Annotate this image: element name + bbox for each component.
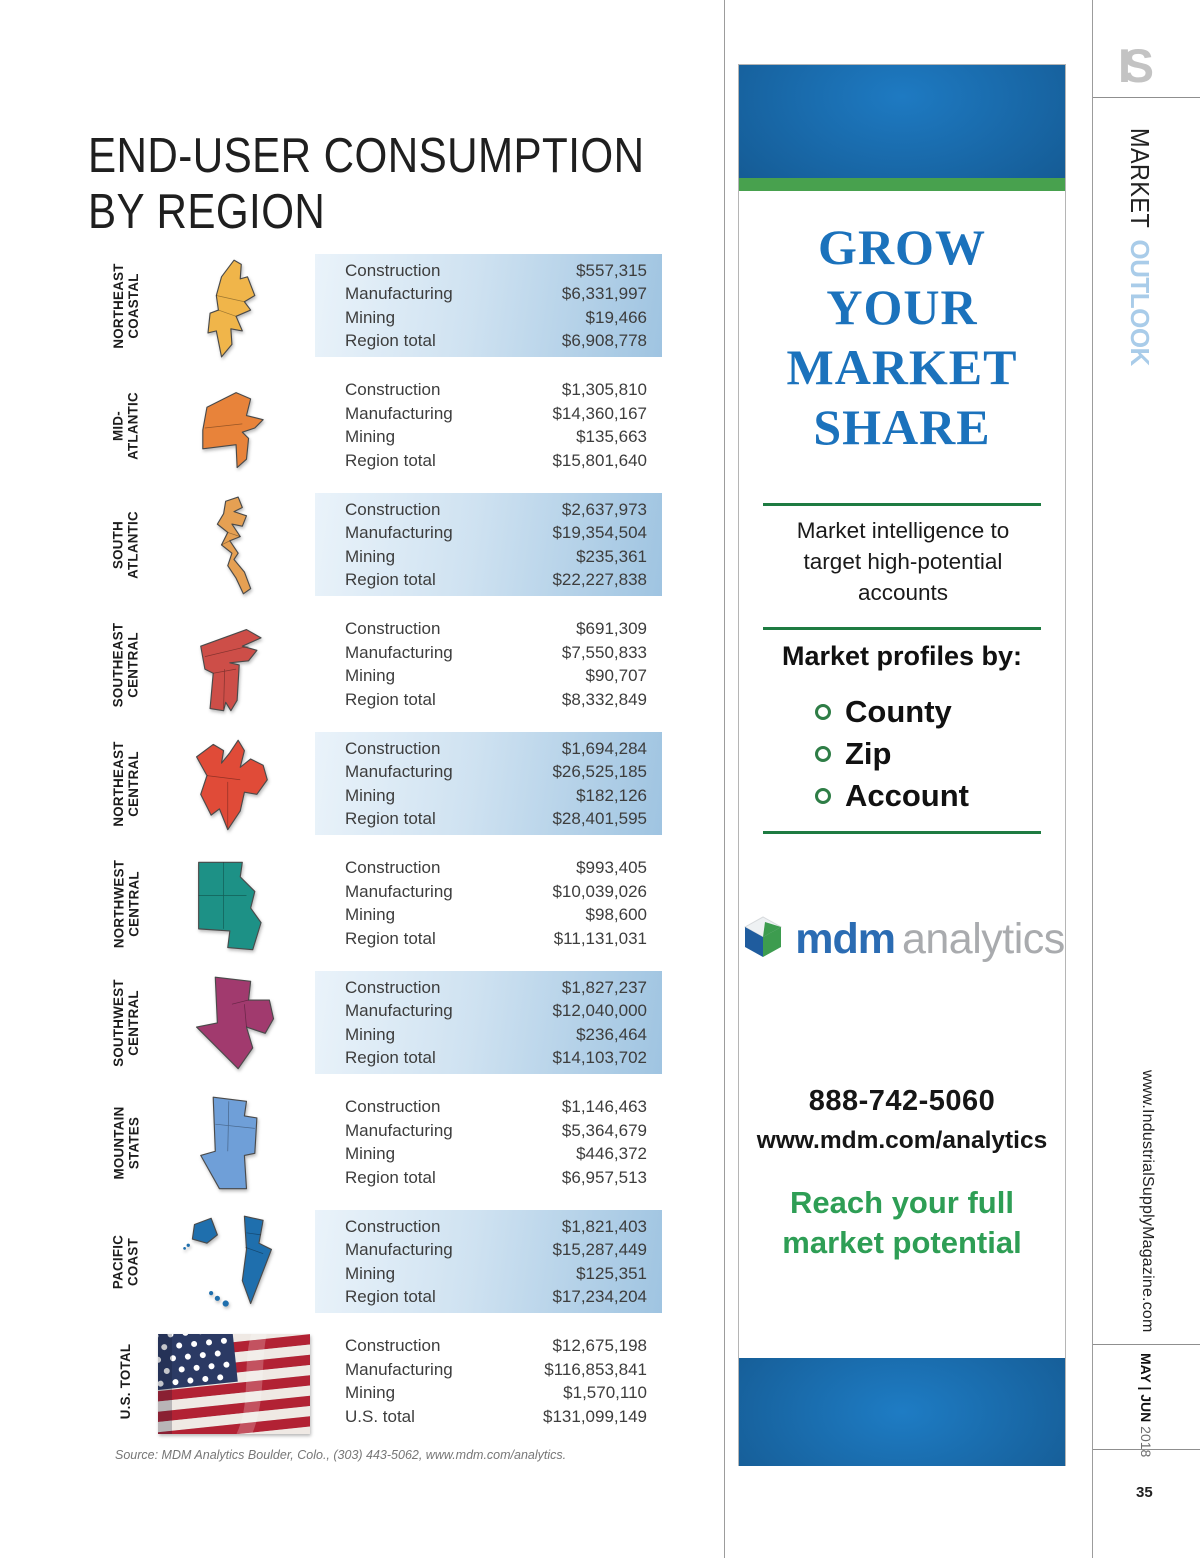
data-line-label: Manufacturing — [345, 642, 453, 662]
data-line — [345, 1238, 647, 1262]
data-line-value: $116,853,841 — [544, 1359, 647, 1379]
ad-rule-2 — [763, 627, 1041, 630]
ad-rule-1 — [763, 503, 1041, 506]
ad-website-url: www.mdm.com/analytics — [756, 1127, 1048, 1154]
data-line — [345, 282, 647, 306]
data-line — [345, 306, 647, 330]
south-atlantic-map — [152, 491, 315, 603]
column-divider — [724, 0, 725, 1558]
data-line-label: Region total — [345, 450, 436, 470]
data-line-value: $98,600 — [585, 905, 647, 924]
issue-months: MAY | JUN — [1138, 1353, 1154, 1423]
region-data — [315, 1210, 662, 1313]
mdm-analytics-logo — [739, 913, 1065, 966]
data-line-value: $2,637,973 — [561, 499, 647, 519]
data-line-label: Region total — [345, 331, 436, 350]
data-line-value: $26,525,185 — [552, 762, 647, 781]
data-line-value: $993,405 — [576, 858, 647, 877]
ad-cta — [739, 1183, 1065, 1263]
title-line-2: BY REGION — [88, 185, 326, 239]
data-line-value: $14,103,702 — [552, 1048, 647, 1067]
source-note: Source: MDM Analytics Boulder, Colo., (303) 443-5062, www.mdm.com/analytics. — [115, 1448, 567, 1462]
region-label: NORTHWEST CENTRAL — [110, 859, 142, 948]
region-row — [100, 489, 662, 605]
data-line-label: Mining — [345, 307, 396, 327]
data-line-value: $22,227,838 — [552, 570, 647, 589]
data-line — [345, 1046, 647, 1070]
data-line — [345, 498, 647, 522]
data-line — [345, 1023, 647, 1047]
ad-profile-item-label: County — [845, 694, 952, 729]
mdm-cube-icon — [739, 913, 787, 966]
data-line-label: Manufacturing — [345, 1359, 453, 1379]
ad-headline — [739, 217, 1065, 457]
data-line — [345, 1142, 647, 1166]
region-row — [100, 250, 662, 366]
data-line-value: $6,957,513 — [561, 1167, 647, 1187]
region-row — [100, 370, 662, 486]
data-line-label: Manufacturing — [345, 1001, 453, 1020]
masthead-market: MARKET — [1125, 128, 1155, 229]
data-line-value: $17,234,204 — [552, 1287, 647, 1306]
data-line — [345, 617, 647, 641]
data-line — [345, 1405, 647, 1429]
ad-phone-number: 888-742-5060 — [808, 1085, 996, 1117]
data-line-label: Region total — [345, 689, 436, 709]
data-line-label: Mining — [345, 1024, 396, 1044]
ad-header-bar — [739, 65, 1065, 178]
ad-tagline: Market intelligence to target high-potential accounts — [796, 518, 1010, 605]
region-data — [315, 254, 662, 357]
data-line — [345, 425, 647, 449]
data-line-label: Region total — [345, 928, 436, 948]
data-line-label: Construction — [345, 1216, 441, 1236]
data-line-value: $7,550,833 — [561, 642, 647, 662]
data-line-value: $182,126 — [576, 785, 647, 805]
data-line — [345, 521, 647, 545]
data-line-label: U.S. total — [345, 1406, 415, 1426]
data-line-value: $1,146,463 — [561, 1097, 647, 1116]
data-line-value: $8,332,849 — [561, 689, 647, 709]
data-line-label: Region total — [345, 1048, 436, 1067]
bullet-circle-icon — [815, 746, 831, 762]
data-line — [345, 1166, 647, 1190]
region-label: MID- ATLANTIC — [110, 391, 142, 460]
region-label: SOUTHEAST CENTRAL — [110, 622, 142, 707]
region-label: SOUTHWEST CENTRAL — [110, 979, 141, 1067]
data-line-label: Mining — [345, 785, 396, 805]
data-line — [345, 402, 647, 426]
region-data — [315, 1330, 662, 1433]
region-data — [315, 971, 662, 1074]
southwest-central-map — [152, 969, 315, 1081]
data-line-label: Manufacturing — [345, 881, 453, 901]
northwest-central-map — [152, 850, 315, 962]
data-line-label: Construction — [345, 738, 441, 758]
data-line — [345, 760, 647, 784]
ad-profile-list — [815, 691, 969, 817]
data-line-value: $15,801,640 — [552, 450, 647, 470]
data-line-value: $1,821,403 — [561, 1216, 647, 1236]
region-label: MOUNTAIN STATES — [110, 1106, 142, 1179]
ad-profile-item — [815, 733, 969, 775]
data-line — [345, 856, 647, 880]
us-total-flag-image — [152, 1328, 315, 1440]
region-label: PACIFIC COAST — [110, 1234, 141, 1290]
data-line-label: Region total — [345, 1167, 436, 1187]
region-data — [315, 852, 662, 955]
region-label: NORTHEAST COASTAL — [110, 263, 141, 349]
ad-headline-line: MARKET — [786, 339, 1018, 395]
mdm-analytics-ad — [738, 64, 1066, 1466]
data-line-value: $135,663 — [576, 427, 647, 446]
data-line — [345, 784, 647, 808]
data-line — [345, 1334, 647, 1358]
region-label: NORTHEAST CENTRAL — [110, 741, 141, 827]
data-line-label: Mining — [345, 427, 396, 446]
data-line — [345, 880, 647, 904]
data-line — [345, 903, 647, 927]
magazine-website: www.IndustrialSupplyMagazine.com — [1139, 1070, 1156, 1333]
bullet-circle-icon — [815, 704, 831, 720]
data-line-label: Region total — [345, 1287, 436, 1306]
data-line-label: Manufacturing — [345, 284, 453, 303]
data-line-value: $10,039,026 — [552, 881, 647, 901]
data-line — [345, 1381, 647, 1405]
data-line-label: Manufacturing — [345, 403, 453, 423]
data-line-label: Mining — [345, 1144, 396, 1163]
data-line-value: $90,707 — [585, 666, 647, 685]
data-line — [345, 1119, 647, 1143]
data-line — [345, 568, 647, 592]
ad-rule-3 — [763, 831, 1041, 834]
data-line-value: $557,315 — [576, 260, 647, 280]
region-data — [315, 374, 662, 477]
page-number: 35 — [1136, 1484, 1153, 1501]
data-line-label: Construction — [345, 1336, 441, 1355]
region-data — [315, 613, 662, 716]
data-line-value: $1,570,110 — [563, 1383, 647, 1402]
ad-profile-item — [815, 691, 969, 733]
region-row — [100, 1326, 662, 1442]
ad-profile-item — [815, 775, 969, 817]
ad-headline-line: GROW — [818, 219, 986, 275]
pacific-coast-map — [152, 1208, 315, 1320]
data-line-value: $125,351 — [576, 1263, 647, 1283]
data-line-value: $446,372 — [576, 1144, 647, 1163]
title-line-1: END-USER CONSUMPTION — [88, 129, 645, 183]
mid-atlantic-map — [152, 372, 315, 484]
data-line — [345, 641, 647, 665]
ad-footer-bar — [739, 1358, 1065, 1466]
region-label: SOUTH ATLANTIC — [110, 511, 142, 579]
data-line-value: $19,466 — [585, 307, 647, 327]
data-line-value: $5,364,679 — [561, 1120, 647, 1140]
data-line-label: Mining — [345, 666, 396, 685]
region-row — [100, 1206, 662, 1322]
ad-green-stripe — [739, 178, 1065, 191]
data-line — [345, 1358, 647, 1382]
issue-year: 2018 — [1138, 1426, 1154, 1458]
data-line-label: Mining — [345, 1383, 396, 1402]
data-line — [345, 976, 647, 1000]
data-line — [345, 1215, 647, 1239]
is-magazine-logo: IS — [1118, 39, 1146, 92]
region-label: U.S. TOTAL — [117, 1343, 134, 1420]
strip-rule-mid — [1093, 1344, 1200, 1345]
region-row — [100, 609, 662, 725]
northeast-central-map — [152, 730, 315, 842]
data-line-label: Manufacturing — [345, 1240, 453, 1259]
data-line — [345, 259, 647, 283]
data-line-label: Manufacturing — [345, 523, 453, 542]
data-line-label: Construction — [345, 977, 441, 997]
strip-rule-top — [1093, 97, 1200, 98]
data-line-label: Construction — [345, 619, 441, 638]
data-line-label: Region total — [345, 809, 436, 828]
data-line-label: Construction — [345, 260, 441, 280]
region-data — [315, 493, 662, 596]
region-row — [100, 967, 662, 1083]
data-line — [345, 449, 647, 473]
data-line-value: $131,099,149 — [543, 1406, 647, 1426]
page-title — [88, 128, 644, 240]
data-line-label: Construction — [345, 499, 441, 519]
ad-profile-item-label: Account — [845, 778, 969, 813]
region-row — [100, 848, 662, 964]
data-line-label: Construction — [345, 858, 441, 877]
region-data — [315, 732, 662, 835]
data-line-value: $15,287,449 — [552, 1240, 647, 1259]
data-line — [345, 807, 647, 831]
data-line-value: $12,675,198 — [552, 1336, 647, 1355]
data-line-label: Region total — [345, 570, 436, 589]
ad-headline-line: SHARE — [813, 399, 991, 455]
data-line-value: $19,354,504 — [552, 523, 647, 542]
data-line-label: Manufacturing — [345, 1120, 453, 1140]
data-line — [345, 927, 647, 951]
data-line-label: Mining — [345, 546, 396, 566]
section-masthead — [1124, 128, 1155, 378]
data-line-value: $1,694,284 — [561, 738, 647, 758]
data-line — [345, 1095, 647, 1119]
data-line-label: Manufacturing — [345, 762, 453, 781]
issue-date — [1138, 1353, 1154, 1458]
data-line-label: Mining — [345, 1263, 396, 1283]
data-line-value: $6,908,778 — [561, 331, 647, 350]
data-line — [345, 664, 647, 688]
data-line — [345, 737, 647, 761]
southeast-central-map — [152, 611, 315, 723]
data-line-value: $6,331,997 — [561, 284, 647, 303]
region-row — [100, 728, 662, 844]
data-line-value: $14,360,167 — [552, 403, 647, 423]
ad-headline-line: YOUR — [826, 279, 978, 335]
data-line-value: $1,827,237 — [561, 977, 647, 997]
data-line-value: $691,309 — [576, 619, 647, 638]
data-line-value: $1,305,810 — [561, 380, 647, 399]
data-line — [345, 1285, 647, 1309]
data-line-label: Construction — [345, 1097, 441, 1116]
data-line — [345, 999, 647, 1023]
mountain-states-map — [152, 1089, 315, 1201]
data-line-value: $12,040,000 — [552, 1001, 647, 1020]
northeast-coastal-map — [152, 252, 315, 364]
data-line — [345, 1262, 647, 1286]
data-line-value: $11,131,031 — [553, 928, 647, 948]
masthead-outlook: OUTLOOK — [1125, 239, 1155, 366]
logo-text-analytics: analytics — [901, 915, 1065, 963]
ad-cta-line: market potential — [782, 1225, 1022, 1260]
ad-profile-item-label: Zip — [845, 736, 892, 771]
data-line-label: Mining — [345, 905, 396, 924]
data-line-value: $235,361 — [576, 546, 647, 566]
data-line-label: Construction — [345, 380, 441, 399]
data-line-value: $28,401,595 — [552, 809, 647, 828]
data-line — [345, 545, 647, 569]
region-data — [315, 1091, 662, 1194]
data-line-value: $236,464 — [576, 1024, 647, 1044]
data-line — [345, 378, 647, 402]
data-line — [345, 688, 647, 712]
ad-cta-line: Reach your full — [790, 1185, 1014, 1220]
logo-text-mdm: mdm — [795, 915, 895, 963]
strip-divider — [1092, 0, 1093, 1558]
ad-profiles-heading: Market profiles by: — [781, 641, 1023, 671]
data-line — [345, 329, 647, 353]
region-row — [100, 1087, 662, 1203]
bullet-circle-icon — [815, 788, 831, 804]
